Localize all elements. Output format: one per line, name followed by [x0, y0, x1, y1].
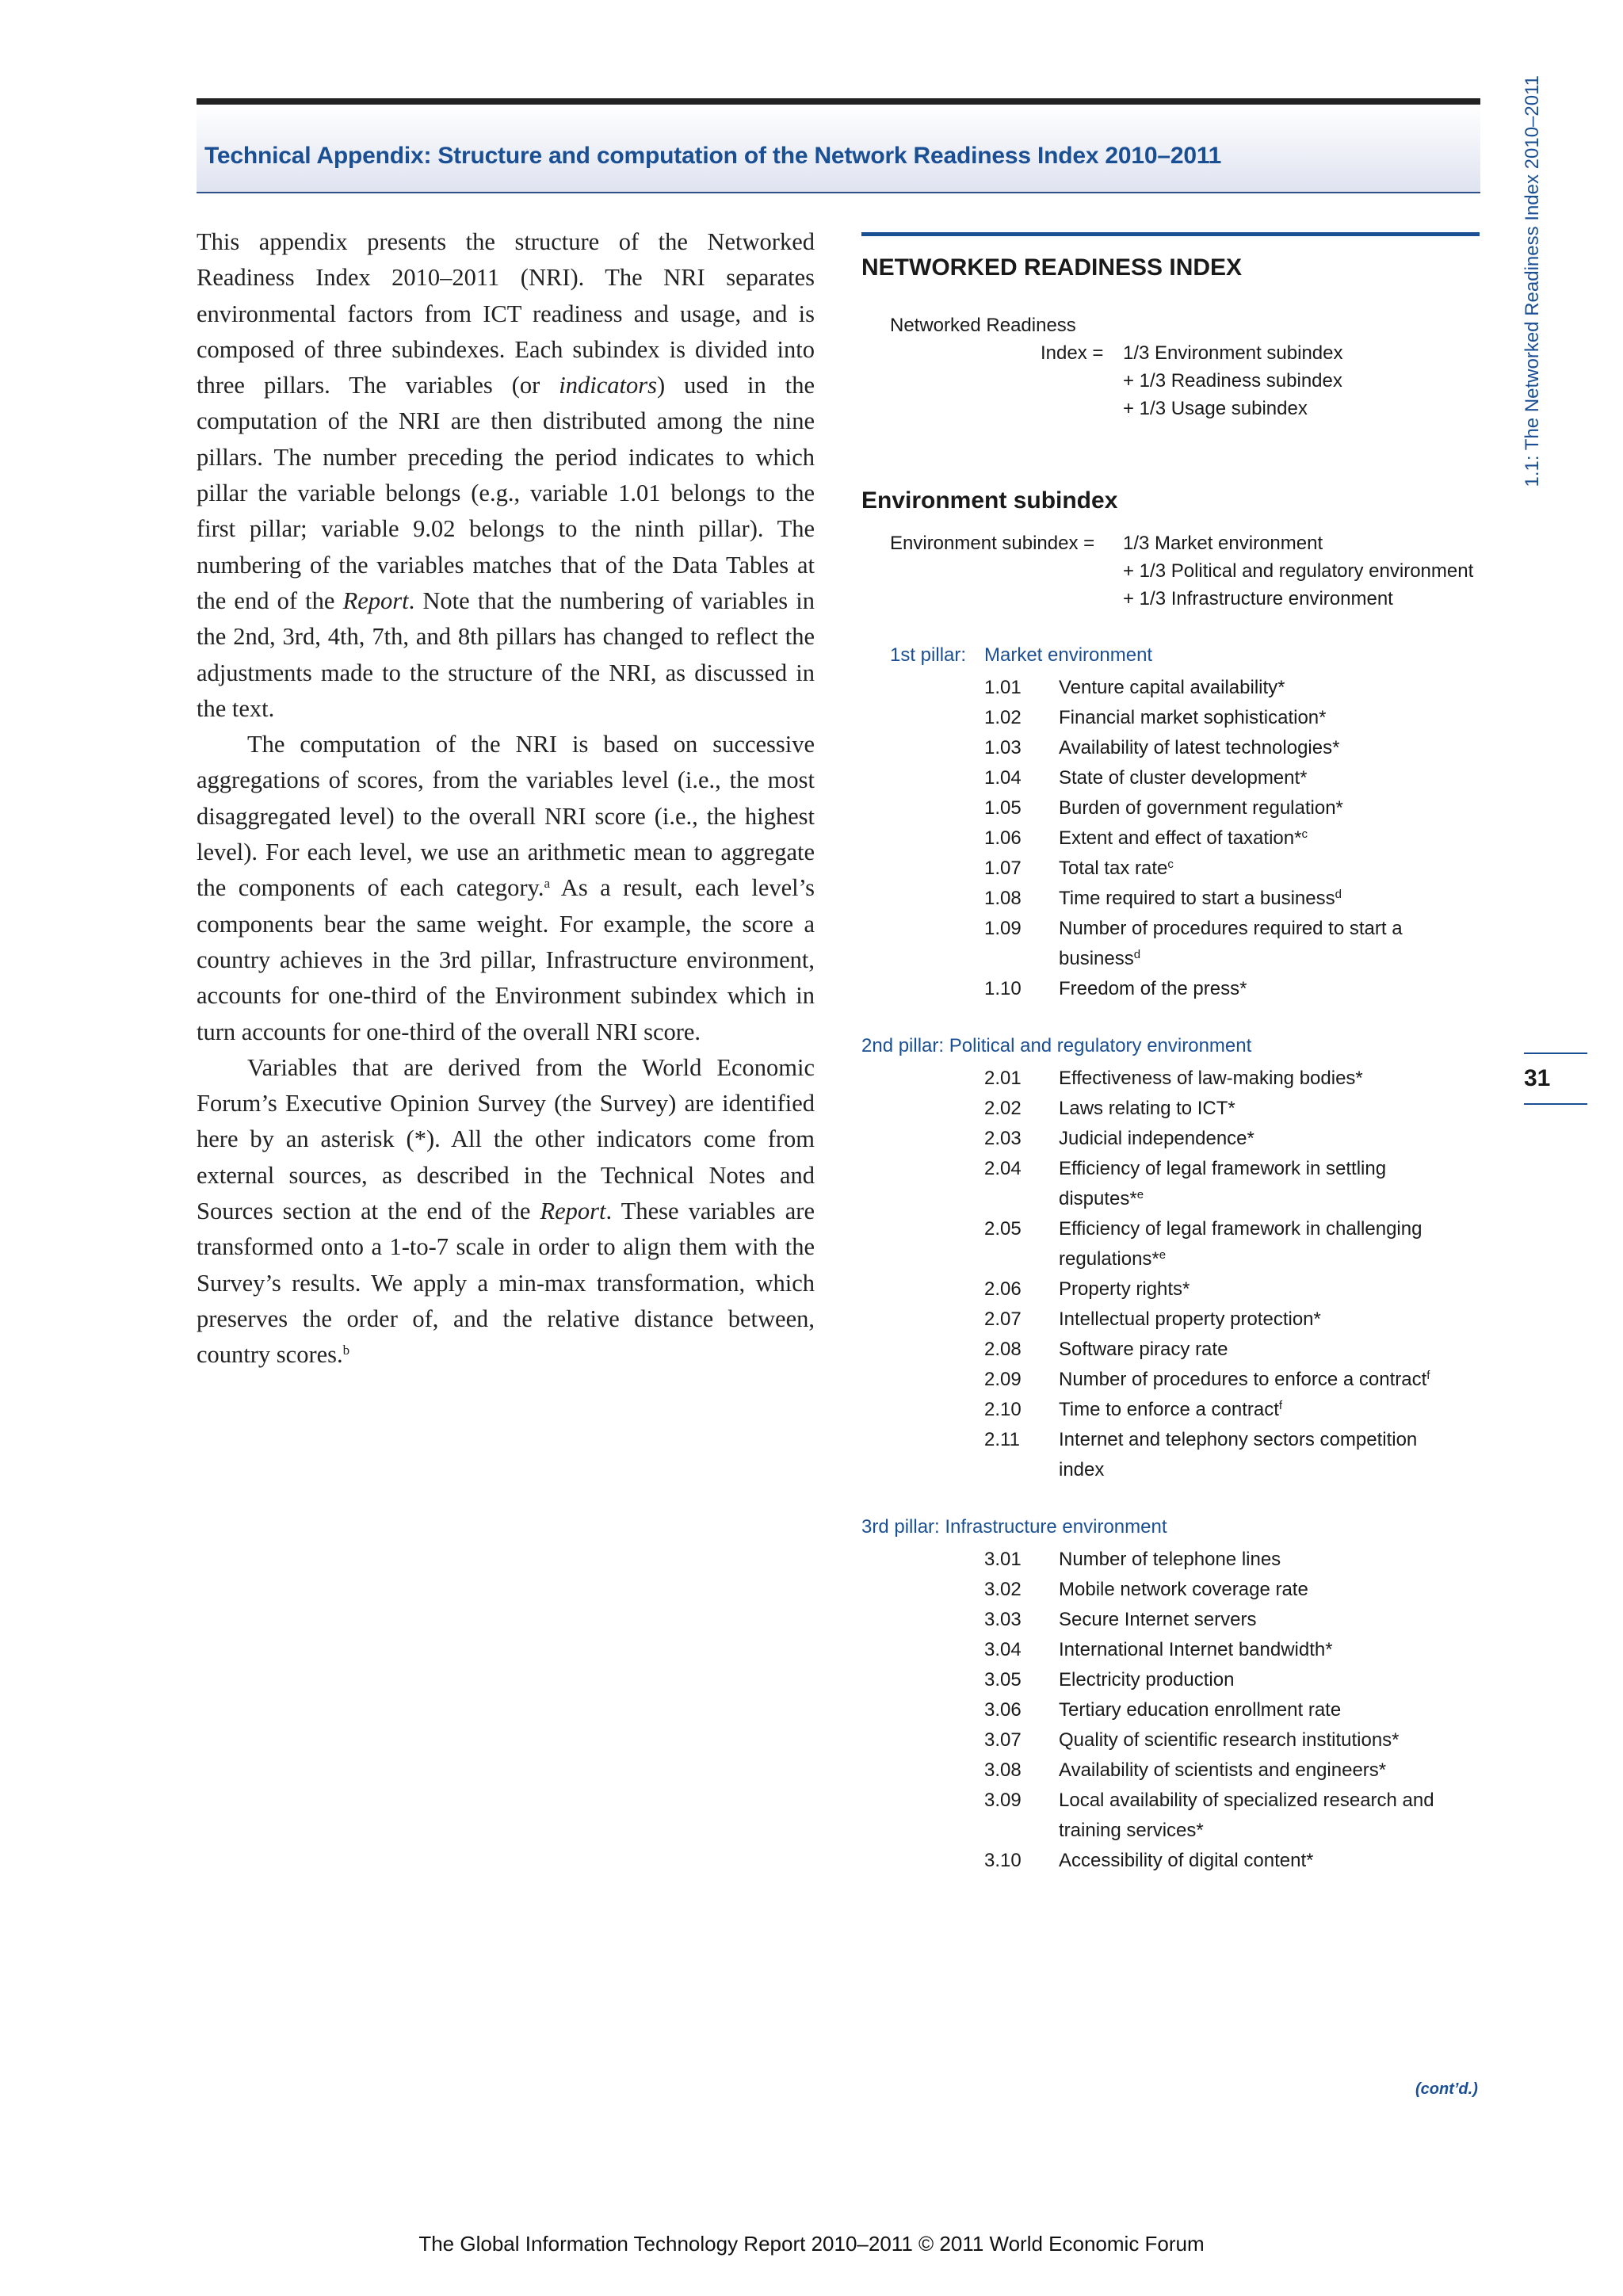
nri-formula-index: Index = — [1041, 342, 1104, 364]
env-formula-term-2: + 1/3 Political and regulatory environment — [1123, 560, 1474, 582]
variable-name — [1059, 854, 1463, 884]
section-title: Technical Appendix: Structure and computation of the Network Readiness Index 2010–2011 — [204, 143, 1222, 169]
variable-number: 3.01 — [984, 1549, 1022, 1570]
variable-number: 2.06 — [984, 1278, 1022, 1300]
variable-number: 1.05 — [984, 797, 1022, 819]
variable-name — [1059, 1575, 1463, 1605]
env-formula-term-1: 1/3 Market environment — [1123, 533, 1323, 554]
variable-label: Freedom of the press* — [1059, 978, 1247, 999]
variable-item — [861, 1605, 1480, 1635]
variable-number: 2.08 — [984, 1339, 1022, 1360]
variable-item — [861, 1846, 1480, 1876]
variable-item — [861, 1335, 1480, 1365]
variable-label: Extent and effect of taxation* — [1059, 827, 1302, 849]
variable-item — [861, 1725, 1480, 1755]
variable-item — [861, 1365, 1480, 1395]
variable-item — [861, 1064, 1480, 1094]
variable-name — [1059, 1365, 1463, 1395]
nri-formula-term-1: 1/3 Environment subindex — [1123, 342, 1343, 364]
variable-number: 1.08 — [984, 888, 1022, 909]
variable-label: Number of procedures to enforce a contract — [1059, 1369, 1427, 1390]
footnote-ref: d — [1133, 948, 1141, 961]
body-text — [197, 224, 815, 1373]
variable-number: 1.07 — [984, 858, 1022, 879]
variable-item — [861, 974, 1480, 1004]
variable-item — [861, 1786, 1480, 1846]
variable-name — [1059, 884, 1463, 914]
variable-label: Effectiveness of law-making bodies* — [1059, 1068, 1363, 1089]
variable-label: Judicial independence* — [1059, 1128, 1254, 1149]
variable-name — [1059, 1635, 1463, 1665]
nri-formula-term-2: + 1/3 Readiness subindex — [1123, 370, 1342, 392]
pillar-2-variables — [861, 1064, 1480, 1485]
variable-label: Property rights* — [1059, 1278, 1190, 1300]
variable-number: 1.02 — [984, 707, 1022, 728]
variable-item — [861, 1395, 1480, 1425]
page-number: 31 — [1524, 1052, 1587, 1105]
variable-item — [861, 673, 1480, 703]
nri-divider — [861, 232, 1480, 236]
variable-number: 1.10 — [984, 978, 1022, 999]
footnote-ref: c — [1167, 858, 1174, 871]
variable-name — [1059, 1786, 1463, 1846]
variable-label: Laws relating to ICT* — [1059, 1098, 1235, 1119]
variable-number: 3.02 — [984, 1579, 1022, 1600]
variable-number: 3.06 — [984, 1699, 1022, 1721]
variable-label: Time to enforce a contract — [1059, 1399, 1279, 1420]
variable-item — [861, 914, 1480, 974]
variable-name — [1059, 703, 1463, 733]
variable-number: 3.08 — [984, 1759, 1022, 1781]
environment-subindex-title: Environment subindex — [861, 487, 1118, 514]
variable-label: Burden of government regulation* — [1059, 797, 1343, 819]
footnote-ref: e — [1136, 1188, 1144, 1201]
variable-item — [861, 1545, 1480, 1575]
footnote-ref-b: b — [342, 1343, 350, 1358]
variable-item — [861, 1214, 1480, 1274]
variable-name — [1059, 1395, 1463, 1425]
variable-number: 2.07 — [984, 1308, 1022, 1330]
variable-number: 2.11 — [984, 1429, 1020, 1450]
variable-item — [861, 1755, 1480, 1786]
variable-number: 1.01 — [984, 677, 1022, 698]
variable-name — [1059, 1605, 1463, 1635]
variable-label: Mobile network coverage rate — [1059, 1579, 1308, 1600]
variable-name — [1059, 1425, 1463, 1485]
variable-name — [1059, 1665, 1463, 1695]
variable-number: 2.02 — [984, 1098, 1022, 1119]
variable-number: 2.05 — [984, 1218, 1022, 1240]
variable-name — [1059, 1154, 1463, 1214]
variable-item — [861, 763, 1480, 793]
variable-label: Time required to start a business — [1059, 888, 1335, 909]
variable-name — [1059, 1124, 1463, 1154]
variable-name — [1059, 823, 1463, 854]
variable-label: State of cluster development* — [1059, 767, 1308, 789]
variable-item — [861, 884, 1480, 914]
footnote-ref-a: a — [544, 876, 551, 892]
variable-number: 2.01 — [984, 1068, 1022, 1089]
pillar-3-variables — [861, 1545, 1480, 1876]
pillar-3-title: 3rd pillar: Infrastructure environment — [861, 1516, 1167, 1538]
variable-name — [1059, 1064, 1463, 1094]
footnote-ref: d — [1335, 888, 1342, 901]
variable-number: 2.09 — [984, 1369, 1022, 1390]
variable-item — [861, 1575, 1480, 1605]
variable-label: Number of telephone lines — [1059, 1549, 1281, 1570]
variable-label: Accessibility of digital content* — [1059, 1850, 1314, 1871]
variable-item — [861, 1665, 1480, 1695]
variable-label: Number of procedures required to start a business — [1059, 918, 1403, 969]
variable-number: 1.06 — [984, 827, 1022, 849]
nri-formula-label: Networked Readiness — [890, 315, 1076, 336]
variable-item — [861, 1695, 1480, 1725]
variable-label: Financial market sophistication* — [1059, 707, 1327, 728]
variable-label: Internet and telephony sectors competition index — [1059, 1429, 1418, 1480]
nri-title: NETWORKED READINESS INDEX — [861, 254, 1243, 281]
running-title: 1.1: The Networked Readiness Index 2010–2011 — [1522, 75, 1543, 487]
header-top-rule — [197, 98, 1480, 105]
variable-name — [1059, 1335, 1463, 1365]
variable-number: 3.03 — [984, 1609, 1022, 1630]
variable-item — [861, 1274, 1480, 1305]
variable-name — [1059, 914, 1463, 974]
variable-label: Efficiency of legal framework in challenging regulations* — [1059, 1218, 1423, 1270]
variable-label: Quality of scientific research institutions* — [1059, 1729, 1400, 1751]
variable-label: Efficiency of legal framework in settling disputes* — [1059, 1158, 1387, 1209]
footnote-ref: f — [1426, 1369, 1430, 1382]
page-footer: The Global Information Technology Report 2010–2011 © 2011 World Economic Forum — [418, 2232, 1205, 2256]
variable-number: 2.03 — [984, 1128, 1022, 1149]
pillar-1-label: 1st pillar: — [890, 644, 967, 666]
variable-name — [1059, 1274, 1463, 1305]
paragraph-1: This appendix presents the structure of the Networked Readiness Index 2010–2011 (NRI). The NRI separates environmental factors from ICT readiness and usage, and is composed of three subindexes. Each subindex is divided into three pillars. The variables (or indicators) used in the computation of the NRI are then distributed among the nine pillars. The number preceding the period indicates to which pillar the variable belongs (e.g., variable 1.01 belongs to the first pillar; variable 9.02 belongs to the ninth pillar). The numbering of the variables matches that of the Data Tables at the end of the Report. Note that the numbering of variables in the 2nd, 3rd, 4th, 7th, and 8th pillars has changed to reflect the adjustments made to the structure of the NRI, as discussed in the text. — [197, 228, 815, 722]
variable-label: International Internet bandwidth* — [1059, 1639, 1333, 1660]
variable-number: 3.04 — [984, 1639, 1022, 1660]
variable-number: 1.09 — [984, 918, 1022, 939]
variable-number: 2.04 — [984, 1158, 1022, 1179]
variable-item — [861, 703, 1480, 733]
variable-name — [1059, 673, 1463, 703]
variable-item — [861, 1094, 1480, 1124]
variable-item — [861, 854, 1480, 884]
variable-item — [861, 1154, 1480, 1214]
variable-name — [1059, 733, 1463, 763]
env-formula-term-3: + 1/3 Infrastructure environment — [1123, 588, 1393, 609]
variable-item — [861, 1305, 1480, 1335]
variable-number: 3.09 — [984, 1790, 1022, 1811]
variable-label: Venture capital availability* — [1059, 677, 1285, 698]
pillar-1-variables — [861, 673, 1480, 1004]
variable-name — [1059, 1846, 1463, 1876]
variable-number: 2.10 — [984, 1399, 1022, 1420]
variable-name — [1059, 793, 1463, 823]
variable-name — [1059, 1755, 1463, 1786]
variable-label: Secure Internet servers — [1059, 1609, 1257, 1630]
variable-item — [861, 1425, 1480, 1485]
variable-number: 3.07 — [984, 1729, 1022, 1751]
variable-item — [861, 1124, 1480, 1154]
variable-name — [1059, 1214, 1463, 1274]
variable-name — [1059, 1305, 1463, 1335]
variable-item — [861, 733, 1480, 763]
paragraph-2: The computation of the NRI is based on successive aggregations of scores, from the variables level (i.e., the most disaggregated level) to the overall NRI score (i.e., the highest level). For each level, we use an arithmetic mean to aggregate the components of each category.$^a$ As a result, each level’s components bear the same weight. For example, the score a country achieves in the 3rd pillar, Infrastructure environment, accounts for one-third of the Environment subindex which in turn accounts for one-third of the overall NRI score. — [197, 731, 815, 1045]
variable-name — [1059, 1094, 1463, 1124]
variable-name — [1059, 763, 1463, 793]
footnote-ref: f — [1278, 1399, 1283, 1412]
variable-number: 1.04 — [984, 767, 1022, 789]
variable-label: Availability of scientists and engineers* — [1059, 1759, 1387, 1781]
variable-label: Tertiary education enrollment rate — [1059, 1699, 1342, 1721]
variable-label: Electricity production — [1059, 1669, 1235, 1690]
variable-item — [861, 793, 1480, 823]
env-formula-label: Environment subindex = — [890, 533, 1095, 554]
paragraph-3: Variables that are derived from the World Economic Forum’s Executive Opinion Survey (the Survey) are identified here by an asterisk (*). All the other indicators come from external sources, as described in the Technical Notes and Sources section at the end of the Report. These variables are transformed onto a 1-to-7 scale in order to align them with the Survey’s results. We apply a min-max transformation, which preserves the order of, and the relative distance between, country scores.$^b$ — [197, 1053, 815, 1369]
nri-formula-term-3: + 1/3 Usage subindex — [1123, 398, 1308, 419]
footnote-ref: e — [1159, 1248, 1167, 1262]
pillar-1-name: Market environment — [984, 644, 1153, 666]
variable-number: 3.10 — [984, 1850, 1022, 1871]
continued-note: (cont’d.) — [1415, 2080, 1478, 2098]
variable-name — [1059, 1695, 1463, 1725]
variable-name — [1059, 1725, 1463, 1755]
footnote-ref: c — [1301, 827, 1308, 841]
pillar-2-title: 2nd pillar: Political and regulatory environment — [861, 1035, 1252, 1056]
variable-item — [861, 1635, 1480, 1665]
variable-label: Intellectual property protection* — [1059, 1308, 1321, 1330]
variable-label: Availability of latest technologies* — [1059, 737, 1340, 758]
variable-label: Total tax rate — [1059, 858, 1168, 879]
variable-number: 3.05 — [984, 1669, 1022, 1690]
variable-item — [861, 823, 1480, 854]
variable-name — [1059, 1545, 1463, 1575]
variable-name — [1059, 974, 1463, 1004]
variable-label: Software piracy rate — [1059, 1339, 1228, 1360]
variable-label: Local availability of specialized research and training services* — [1059, 1790, 1434, 1841]
variable-number: 1.03 — [984, 737, 1022, 758]
